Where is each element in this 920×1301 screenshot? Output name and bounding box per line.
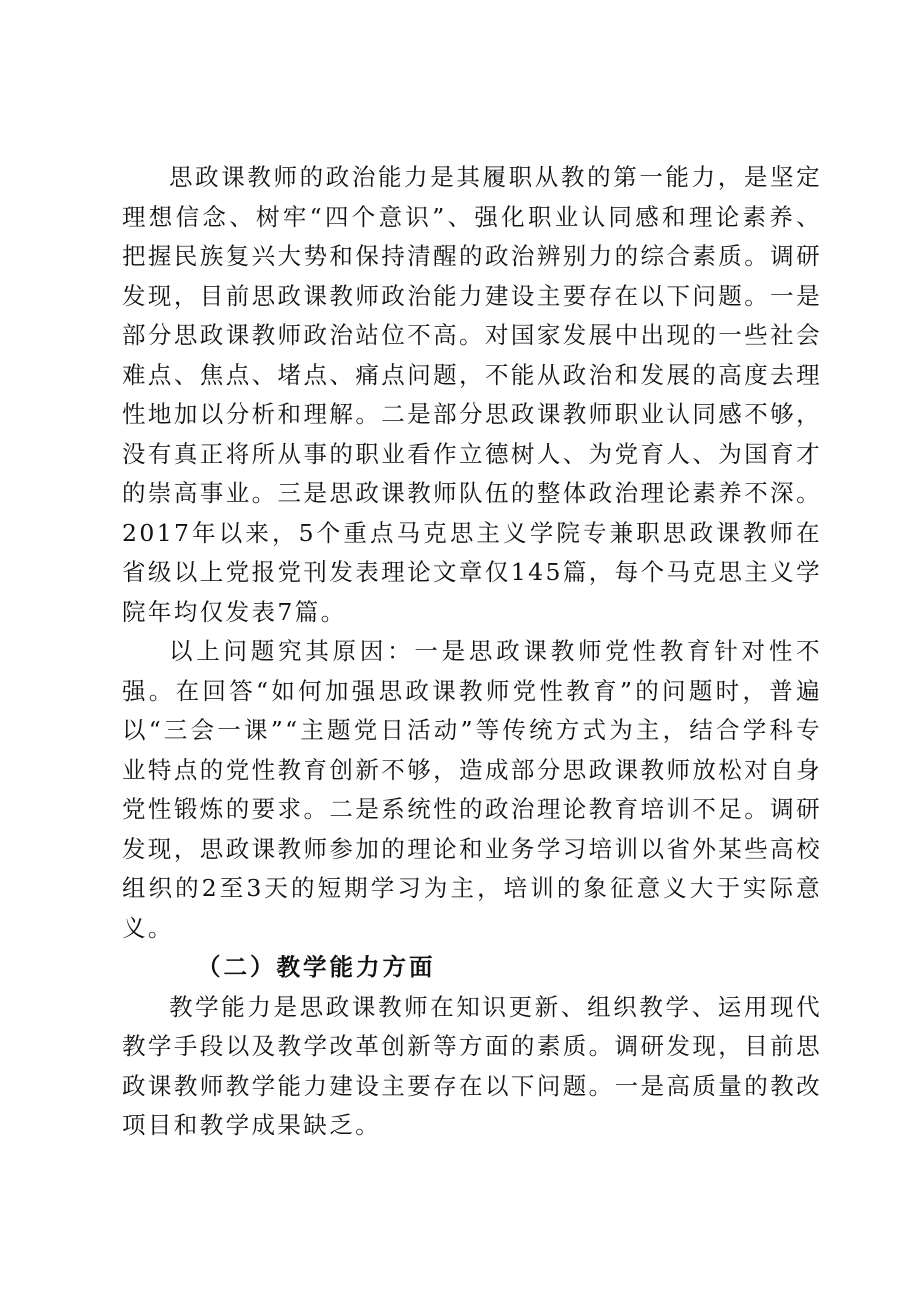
paragraph-causes: 以上问题究其原因：一是思政课教师党性教育针对性不强。在回答“如何加强思政课教师党性教育”的问题时，普遍以“三会一课”“主题党日活动”等传统方式为主，结合学科专业特点的党性教育创新不够，造成部分思政课教师放松对自身党性锻炼的要求。二是系统性的政治理论教育培训不足。调研发现，思政课教师参加的理论和业务学习培训以省外某些高校组织的2至3天的短期学习为主，培训的象征意义大于实际意义。 (122, 637, 822, 942)
document-body (122, 158, 822, 1146)
paragraph-political-ability: 思政课教师的政治能力是其履职从教的第一能力，是坚定理想信念、树牢“四个意识”、强化职业认同感和理论素养、把握民族复兴大势和保持清醒的政治辨别力的综合素质。调研发现，目前思政课教师政治能力建设主要存在以下问题。一是部分思政课教师政治站位不高。对国家发展中出现的一些社会难点、焦点、堵点、痛点问题，不能从政治和发展的高度去理性地加以分析和理解。二是部分思政课教师职业认同感不够，没有真正将所从事的职业看作立德树人、为党育人、为国育才的崇高事业。三是思政课教师队伍的整体政治理论素养不深。2017年以来，5个重点马克思主义学院专兼职思政课教师在省级以上党报党刊发表理论文章仅145篇，每个马克思主义学院年均仅发表7篇。 (122, 163, 822, 626)
section-heading-teaching-ability: （二）教学能力方面 (197, 953, 436, 981)
paragraph-teaching-ability: 教学能力是思政课教师在知识更新、组织教学、运用现代教学手段以及教学改革创新等方面的素质。调研发现，目前思政课教师教学能力建设主要存在以下问题。一是高质量的教改项目和教学成果缺乏。 (122, 992, 822, 1139)
